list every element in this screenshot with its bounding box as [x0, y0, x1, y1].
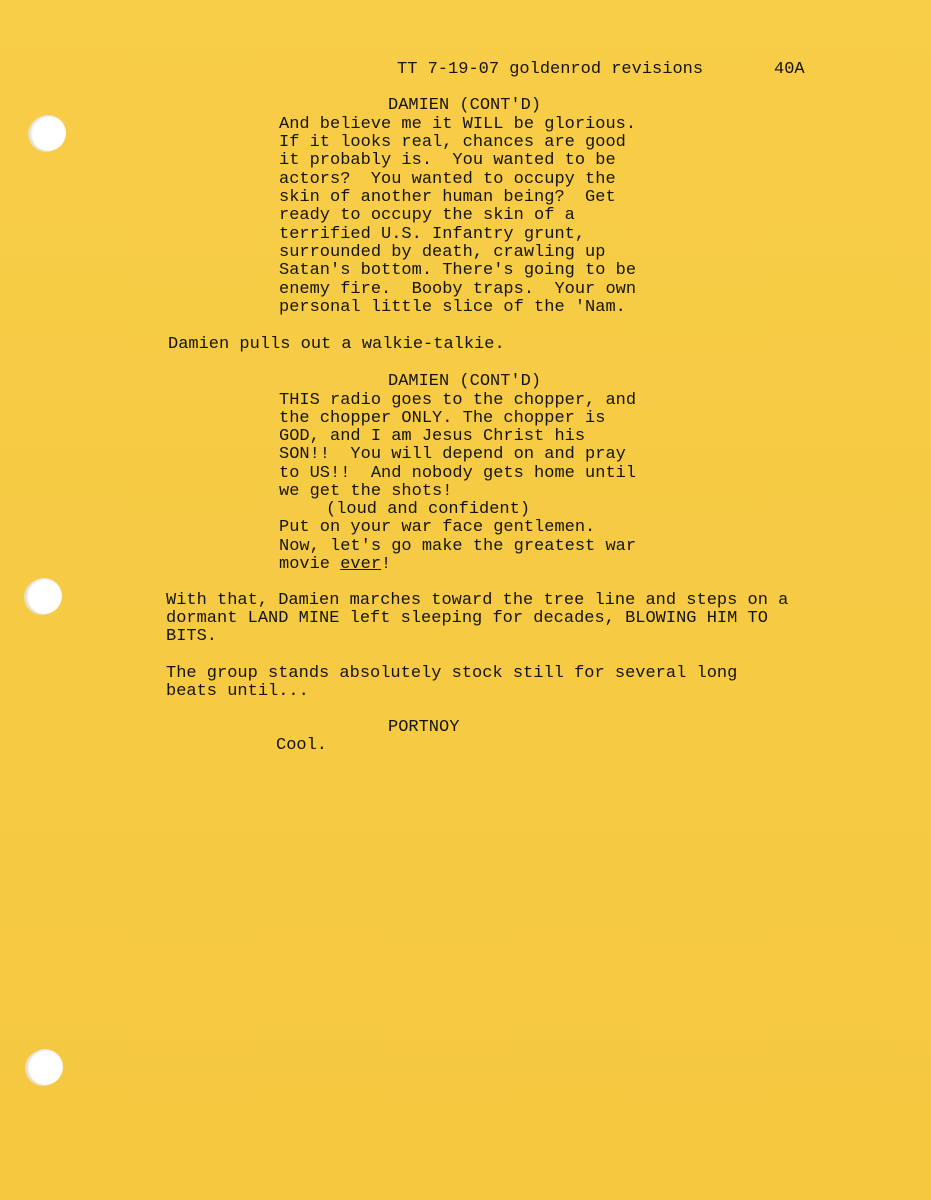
dialogue-line: personal little slice of the 'Nam. — [279, 298, 626, 317]
dialogue-line: And believe me it WILL be glorious. — [279, 115, 637, 134]
underlined-word: ever — [340, 555, 382, 574]
dialogue-line: Satan's bottom. There's going to be — [279, 261, 637, 280]
dialogue-line: it probably is. You wanted to be — [279, 151, 616, 170]
action-line: Damien pulls out a walkie-talkie. — [168, 335, 505, 354]
dialogue-line: skin of another human being? Get — [279, 188, 616, 207]
dialogue-line: SON!! You will depend on and pray — [279, 445, 626, 464]
dialogue-line: enemy fire. Booby traps. Your own — [279, 280, 637, 299]
dialogue-line: we get the shots! — [279, 482, 453, 501]
dialogue-line: the chopper ONLY. The chopper is — [279, 409, 606, 428]
page-number: 40A — [774, 60, 805, 79]
dialogue-line: to US!! And nobody gets home until — [279, 464, 637, 483]
dialogue-line: Put on your war face gentlemen. — [279, 518, 596, 537]
action-line: dormant LAND MINE left sleeping for decades, BLOWING HIM TO — [166, 609, 768, 628]
action-line: BITS. — [166, 627, 218, 646]
dialogue-line: terrified U.S. Infantry grunt, — [279, 225, 586, 244]
action-line: With that, Damien marches toward the tree line and steps on a — [166, 591, 789, 610]
character-cue: DAMIEN (CONT'D) — [388, 96, 542, 115]
dialogue-line: Cool. — [276, 736, 328, 755]
binder-hole-top — [30, 115, 66, 151]
dialogue-line-last — [279, 556, 391, 574]
dialogue-line: GOD, and I am Jesus Christ his — [279, 427, 586, 446]
dialogue-text: ! — [381, 555, 392, 574]
dialogue-line: Now, let's go make the greatest war — [279, 537, 637, 556]
binder-hole-middle — [26, 578, 62, 614]
dialogue-line: THIS radio goes to the chopper, and — [279, 391, 637, 410]
binder-hole-bottom — [27, 1049, 63, 1085]
character-cue: PORTNOY — [388, 718, 460, 737]
parenthetical: (loud and confident) — [326, 500, 531, 519]
dialogue-line: If it looks real, chances are good — [279, 133, 626, 152]
dialogue-line: actors? You wanted to occupy the — [279, 170, 616, 189]
action-line: beats until... — [166, 682, 309, 701]
dialogue-text: movie — [279, 555, 341, 574]
dialogue-line: ready to occupy the skin of a — [279, 206, 575, 225]
character-cue: DAMIEN (CONT'D) — [388, 372, 542, 391]
revision-header: TT 7-19-07 goldenrod revisions — [397, 60, 704, 79]
dialogue-line: surrounded by death, crawling up — [279, 243, 606, 262]
action-line: The group stands absolutely stock still for several long — [166, 664, 738, 683]
